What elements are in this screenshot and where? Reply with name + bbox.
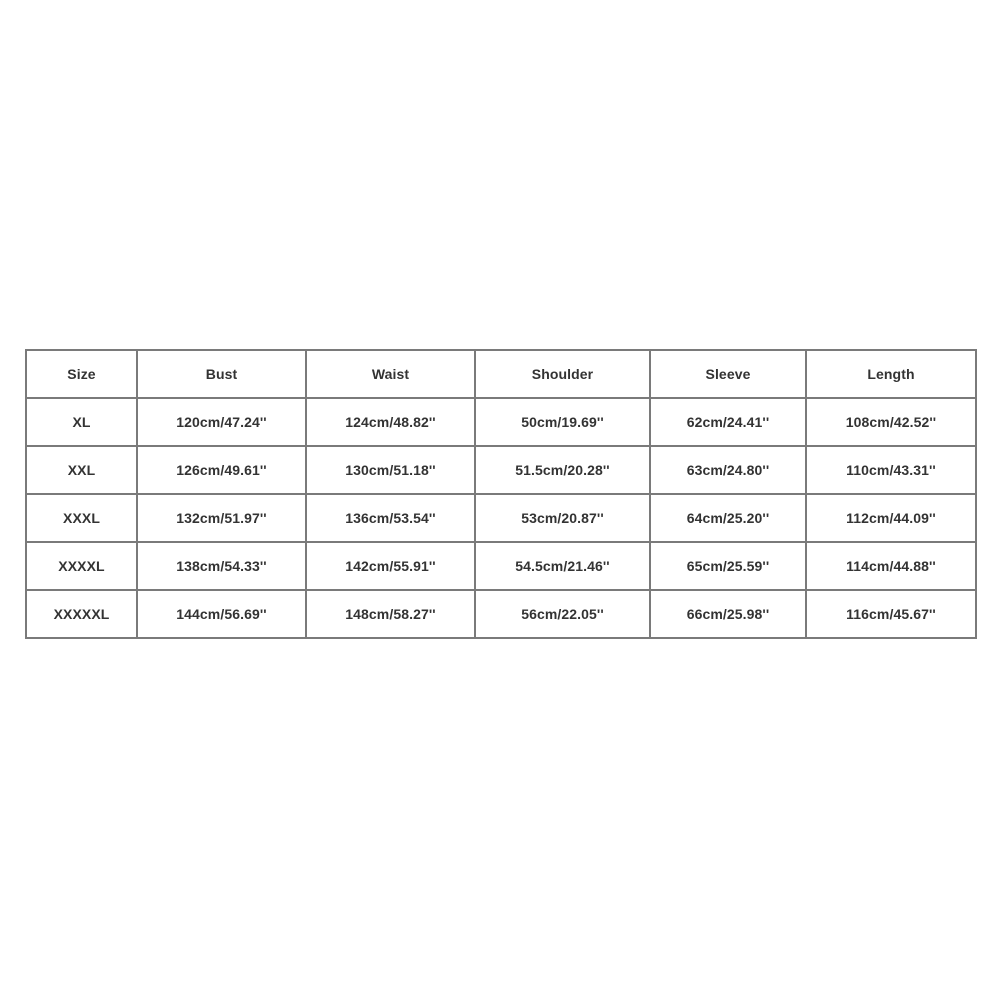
cell-length: 116cm/45.67'' (806, 590, 976, 638)
cell-bust: 144cm/56.69'' (137, 590, 306, 638)
cell-waist: 142cm/55.91'' (306, 542, 475, 590)
header-bust: Bust (137, 350, 306, 398)
size-chart-table (25, 349, 977, 639)
cell-bust: 138cm/54.33'' (137, 542, 306, 590)
table-row (26, 542, 976, 590)
cell-shoulder: 56cm/22.05'' (475, 590, 650, 638)
table-row (26, 398, 976, 446)
table-row (26, 494, 976, 542)
cell-sleeve: 63cm/24.80'' (650, 446, 806, 494)
cell-shoulder: 54.5cm/21.46'' (475, 542, 650, 590)
cell-bust: 126cm/49.61'' (137, 446, 306, 494)
header-size: Size (26, 350, 137, 398)
cell-sleeve: 64cm/25.20'' (650, 494, 806, 542)
cell-waist: 136cm/53.54'' (306, 494, 475, 542)
cell-bust: 132cm/51.97'' (137, 494, 306, 542)
table-row (26, 446, 976, 494)
cell-waist: 130cm/51.18'' (306, 446, 475, 494)
cell-length: 110cm/43.31'' (806, 446, 976, 494)
cell-size: XXXL (26, 494, 137, 542)
cell-size: XXXXL (26, 542, 137, 590)
cell-size: XL (26, 398, 137, 446)
header-waist: Waist (306, 350, 475, 398)
cell-length: 112cm/44.09'' (806, 494, 976, 542)
header-sleeve: Sleeve (650, 350, 806, 398)
cell-size: XXL (26, 446, 137, 494)
table-row (26, 590, 976, 638)
cell-shoulder: 53cm/20.87'' (475, 494, 650, 542)
cell-shoulder: 50cm/19.69'' (475, 398, 650, 446)
cell-sleeve: 65cm/25.59'' (650, 542, 806, 590)
cell-bust: 120cm/47.24'' (137, 398, 306, 446)
cell-waist: 148cm/58.27'' (306, 590, 475, 638)
table-header-row (26, 350, 976, 398)
cell-waist: 124cm/48.82'' (306, 398, 475, 446)
cell-length: 108cm/42.52'' (806, 398, 976, 446)
header-shoulder: Shoulder (475, 350, 650, 398)
cell-sleeve: 66cm/25.98'' (650, 590, 806, 638)
cell-length: 114cm/44.88'' (806, 542, 976, 590)
cell-size: XXXXXL (26, 590, 137, 638)
cell-shoulder: 51.5cm/20.28'' (475, 446, 650, 494)
header-length: Length (806, 350, 976, 398)
cell-sleeve: 62cm/24.41'' (650, 398, 806, 446)
